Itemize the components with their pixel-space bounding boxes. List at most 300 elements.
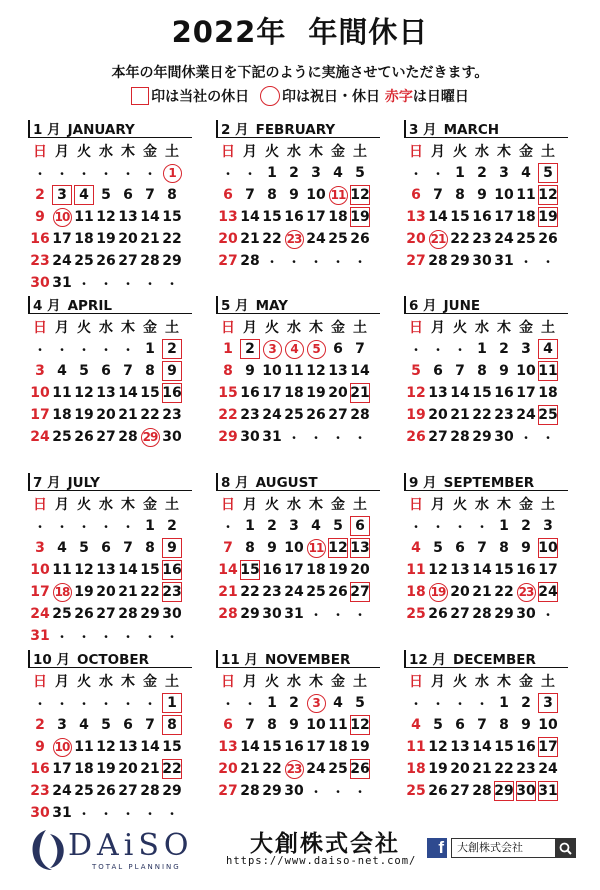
weekday-header: 木 [121, 144, 135, 160]
calendar-day: 27 [218, 783, 238, 799]
calendar-day: 11 [52, 562, 72, 578]
weekday-header: 月 [55, 320, 69, 336]
month-header [404, 294, 568, 314]
company-holiday-day: 2 [240, 339, 260, 359]
weekday-header: 火 [77, 497, 91, 513]
company-holiday-day: 19 [350, 209, 370, 225]
company-holiday-day: 12 [328, 540, 348, 556]
month-header [216, 118, 380, 138]
calendar-day: 22 [450, 231, 470, 247]
calendar-day: 4 [57, 540, 67, 556]
company-holiday-day: 9 [162, 538, 182, 558]
month-name: SEPTEMBER [443, 475, 535, 491]
month-title [409, 648, 536, 668]
calendar-day: 12 [428, 562, 448, 578]
calendar-day: 28 [240, 783, 260, 799]
calendar-day: 22 [262, 231, 282, 247]
calendar-day: 6 [223, 717, 233, 733]
calendar-day: 3 [543, 518, 553, 534]
calendar-day: 27 [450, 606, 470, 622]
calendar-day: 14 [472, 562, 492, 578]
calendar-day: 11 [284, 363, 304, 379]
empty-day: ・ [165, 276, 178, 291]
weekday-header: 月 [243, 497, 257, 513]
calendar-day: 21 [450, 407, 470, 423]
weekday-header: 土 [353, 320, 367, 336]
calendar-day: 21 [118, 407, 138, 423]
calendar-day: 6 [433, 363, 443, 379]
calendar-day: 15 [262, 209, 282, 225]
calendar-day: 9 [477, 187, 487, 203]
calendar-day: 19 [406, 407, 426, 423]
calendar-day: 28 [218, 606, 238, 622]
calendar-day: 28 [428, 253, 448, 269]
empty-day: ・ [409, 166, 422, 181]
calendar-day: 29 [262, 783, 282, 799]
calendar-day: 24 [306, 761, 326, 777]
month-days-grid [217, 316, 380, 448]
calendar-day: 23 [494, 407, 514, 423]
calendar-day: 13 [428, 385, 448, 401]
public-holiday-day: 21 [427, 228, 449, 250]
calendar-day: 24 [538, 761, 558, 777]
empty-day: ・ [143, 806, 156, 821]
calendar-day: 26 [538, 231, 558, 247]
calendar-day: 27 [428, 429, 448, 445]
public-holiday-day: 23 [283, 758, 305, 780]
empty-day: ・ [475, 519, 488, 534]
calendar-day: 19 [306, 385, 326, 401]
calendar-day: 8 [145, 363, 155, 379]
calendar-day: 4 [411, 540, 421, 556]
calendar-day: 28 [450, 429, 470, 445]
weekday-header: 水 [99, 144, 113, 160]
company-holiday-day: 31 [538, 783, 558, 799]
calendar-day: 2 [35, 717, 45, 733]
calendar-day: 14 [218, 562, 238, 578]
month-title [33, 294, 112, 314]
empty-day: ・ [453, 519, 466, 534]
public-holiday-day: 11 [327, 184, 349, 206]
weekday-header: 土 [353, 144, 367, 160]
weekday-header: 金 [519, 144, 533, 160]
calendar-day: 14 [118, 562, 138, 578]
weekday-header: 日 [409, 320, 423, 336]
calendar-day: 18 [406, 761, 426, 777]
month-name: MARCH [443, 122, 500, 138]
calendar-day: 24 [494, 231, 514, 247]
calendar-day: 8 [499, 717, 509, 733]
company-holiday-day: 25 [538, 407, 558, 423]
weekday-header: 木 [309, 497, 323, 513]
empty-day: ・ [121, 519, 134, 534]
month-title [221, 471, 318, 491]
weekday-header: 土 [353, 497, 367, 513]
calendar-day: 17 [52, 761, 72, 777]
calendar-day: 21 [118, 584, 138, 600]
calendar-day: 1 [145, 341, 155, 357]
month-name: MAY [255, 298, 288, 314]
calendar-day: 25 [328, 231, 348, 247]
calendar-day: 6 [101, 363, 111, 379]
calendar-day: 5 [101, 187, 111, 203]
calendar-day: 8 [145, 540, 155, 556]
calendar-day: 1 [267, 695, 277, 711]
calendar-day: 26 [96, 783, 116, 799]
calendar-day: 23 [240, 407, 260, 423]
month-number: 10 月 [33, 652, 70, 668]
calendar-day: 30 [516, 606, 536, 622]
calendar-day: 28 [240, 253, 260, 269]
calendar-day: 22 [240, 584, 260, 600]
calendar-day: 15 [140, 385, 160, 401]
weekday-header: 水 [287, 497, 301, 513]
calendar-day: 18 [284, 385, 304, 401]
month-name: NOVEMBER [265, 652, 351, 668]
calendar-day: 11 [52, 385, 72, 401]
calendar-day: 7 [455, 363, 465, 379]
calendar-day: 1 [145, 518, 155, 534]
month-header [404, 118, 568, 138]
calendar-day: 14 [428, 209, 448, 225]
calendar-day: 21 [240, 231, 260, 247]
calendar-day: 26 [74, 606, 94, 622]
company-holiday-day: 2 [162, 339, 182, 359]
calendar-day: 20 [218, 761, 238, 777]
empty-day: ・ [99, 276, 112, 291]
calendar-day: 9 [245, 363, 255, 379]
empty-day: ・ [541, 430, 554, 445]
calendar-day: 15 [494, 739, 514, 755]
empty-day: ・ [309, 607, 322, 622]
month-name: JUNE [443, 298, 481, 314]
magnifier-icon [559, 842, 572, 855]
calendar-day: 25 [52, 429, 72, 445]
calendar-day: 17 [494, 209, 514, 225]
calendar-day: 22 [218, 407, 238, 423]
calendar-day: 9 [521, 717, 531, 733]
calendar-day: 10 [516, 363, 536, 379]
month-august [216, 471, 380, 625]
empty-day: ・ [165, 629, 178, 644]
calendar-day: 23 [516, 761, 536, 777]
weekday-header: 月 [431, 497, 445, 513]
weekday-header: 金 [331, 674, 345, 690]
empty-day: ・ [453, 696, 466, 711]
calendar-day: 28 [118, 429, 138, 445]
calendar-day: 28 [140, 253, 160, 269]
weekday-header: 木 [309, 144, 323, 160]
weekday-header: 木 [497, 320, 511, 336]
calendar-day: 22 [262, 761, 282, 777]
empty-day: ・ [121, 166, 134, 181]
calendar-day: 4 [311, 518, 321, 534]
calendar-day: 13 [96, 385, 116, 401]
legend-circle-text: 印は祝日・休日 [282, 89, 380, 105]
calendar-day: 20 [350, 562, 370, 578]
calendar-day: 27 [406, 253, 426, 269]
company-holiday-day: 17 [538, 739, 558, 755]
company-holiday-day: 3 [52, 185, 72, 205]
calendar-day: 11 [406, 562, 426, 578]
weekday-header: 土 [541, 497, 555, 513]
calendar-day: 13 [328, 363, 348, 379]
calendar-day: 15 [162, 209, 182, 225]
empty-day: ・ [99, 342, 112, 357]
month-name: OCTOBER [77, 652, 149, 668]
empty-day: ・ [309, 254, 322, 269]
weekday-header: 月 [55, 674, 69, 690]
weekday-header: 日 [409, 497, 423, 513]
calendar-day: 9 [267, 540, 277, 556]
company-holiday-day: 4 [74, 185, 94, 205]
weekday-header: 月 [243, 674, 257, 690]
weekday-header: 木 [497, 497, 511, 513]
calendar-day: 14 [118, 385, 138, 401]
calendar-day: 30 [284, 783, 304, 799]
calendar-day: 20 [406, 231, 426, 247]
calendar-day: 27 [96, 606, 116, 622]
company-holiday-day: 29 [494, 783, 514, 799]
weekday-header: 月 [431, 144, 445, 160]
empty-day: ・ [121, 629, 134, 644]
calendar-day: 1 [499, 695, 509, 711]
calendar-day: 8 [267, 187, 277, 203]
calendar-day: 17 [262, 385, 282, 401]
weekday-header: 金 [143, 497, 157, 513]
empty-day: ・ [409, 342, 422, 357]
calendar-day: 28 [140, 783, 160, 799]
empty-day: ・ [265, 254, 278, 269]
weekday-header: 土 [165, 497, 179, 513]
search-icon[interactable] [555, 838, 576, 858]
empty-day: ・ [143, 629, 156, 644]
calendar-day: 19 [350, 739, 370, 755]
month-header [28, 118, 192, 138]
calendar-day: 7 [245, 187, 255, 203]
calendar-day: 7 [223, 540, 233, 556]
weekday-header: 火 [265, 320, 279, 336]
public-holiday-day: 11 [305, 537, 327, 559]
public-holiday-day: 29 [139, 426, 161, 448]
month-header [404, 471, 568, 491]
calendar-day: 18 [516, 209, 536, 225]
weekday-header: 月 [243, 320, 257, 336]
calendar-day: 27 [218, 253, 238, 269]
calendar-day: 18 [538, 385, 558, 401]
calendar-day: 22 [140, 584, 160, 600]
calendar-day: 8 [223, 363, 233, 379]
calendar-day: 21 [472, 584, 492, 600]
calendar-day: 3 [289, 518, 299, 534]
month-title [221, 294, 288, 314]
empty-day: ・ [165, 806, 178, 821]
calendar-day: 20 [96, 584, 116, 600]
calendar-day: 9 [289, 717, 299, 733]
logo-wordmark: DAiSO [68, 828, 194, 863]
empty-day: ・ [331, 607, 344, 622]
calendar-day: 28 [350, 407, 370, 423]
empty-day: ・ [121, 276, 134, 291]
empty-day: ・ [287, 254, 300, 269]
calendar-day: 18 [406, 584, 426, 600]
calendar-day: 26 [96, 253, 116, 269]
calendar-day: 29 [450, 253, 470, 269]
month-number: 11 月 [221, 652, 258, 668]
calendar-day: 20 [450, 584, 470, 600]
calendar-day: 17 [516, 385, 536, 401]
facebook-icon[interactable]: f [427, 838, 447, 858]
calendar-day: 3 [35, 540, 45, 556]
calendar-day: 19 [428, 761, 448, 777]
calendar-day: 18 [74, 231, 94, 247]
calendar-day: 27 [96, 429, 116, 445]
calendar-day: 6 [123, 187, 133, 203]
calendar-day: 12 [306, 363, 326, 379]
calendar-day: 16 [262, 562, 282, 578]
month-number: 3 月 [409, 122, 437, 138]
calendar-day: 10 [284, 540, 304, 556]
calendar-day: 10 [262, 363, 282, 379]
calendar-day: 10 [306, 187, 326, 203]
company-url[interactable]: https://www.daiso-net.com/ [226, 855, 417, 867]
weekday-header: 土 [165, 674, 179, 690]
calendar-day: 4 [411, 717, 421, 733]
month-header [28, 294, 192, 314]
calendar-day: 14 [472, 739, 492, 755]
calendar-day: 8 [267, 717, 277, 733]
calendar-day: 18 [52, 407, 72, 423]
calendar-day: 17 [306, 209, 326, 225]
empty-day: ・ [33, 166, 46, 181]
calendar-day: 19 [328, 562, 348, 578]
company-holiday-day: 16 [162, 562, 182, 578]
calendar-day: 16 [284, 739, 304, 755]
month-name: JULY [67, 475, 100, 491]
month-days-grid [29, 493, 192, 647]
company-holiday-day: 11 [538, 363, 558, 379]
calendar-day: 16 [30, 761, 50, 777]
empty-day: ・ [55, 696, 68, 711]
empty-day: ・ [99, 806, 112, 821]
weekday-header: 水 [475, 674, 489, 690]
public-holiday-day: 23 [515, 581, 537, 603]
weekday-header: 水 [99, 674, 113, 690]
calendar-day: 18 [306, 562, 326, 578]
month-header [216, 294, 380, 314]
calendar-day: 5 [433, 717, 443, 733]
calendar-day: 14 [450, 385, 470, 401]
calendar-day: 21 [240, 761, 260, 777]
empty-day: ・ [309, 430, 322, 445]
empty-day: ・ [99, 519, 112, 534]
weekday-header: 水 [287, 674, 301, 690]
empty-day: ・ [431, 342, 444, 357]
title-text: 年間休日 [308, 15, 429, 49]
empty-day: ・ [77, 519, 90, 534]
calendar-day: 30 [30, 275, 50, 291]
calendar-day: 12 [96, 209, 116, 225]
public-holiday-day: 3 [261, 338, 283, 360]
month-name: FEBRUARY [255, 122, 336, 138]
calendar-day: 5 [79, 363, 89, 379]
weekday-header: 木 [121, 674, 135, 690]
calendar-day: 8 [167, 187, 177, 203]
calendar-day: 24 [262, 407, 282, 423]
calendar-day: 3 [311, 165, 321, 181]
weekday-header: 日 [221, 320, 235, 336]
calendar-day: 7 [145, 717, 155, 733]
calendar-day: 15 [262, 739, 282, 755]
facebook-search-box[interactable]: 大創株式会社 [451, 838, 576, 858]
calendar-day: 31 [262, 429, 282, 445]
calendar-day: 29 [162, 783, 182, 799]
calendar-day: 19 [96, 761, 116, 777]
calendar-day: 17 [30, 584, 50, 600]
empty-day: ・ [353, 254, 366, 269]
calendar-day: 12 [74, 562, 94, 578]
month-number: 1 月 [33, 122, 61, 138]
empty-day: ・ [99, 629, 112, 644]
company-holiday-day: 23 [162, 584, 182, 600]
calendar-day: 12 [406, 385, 426, 401]
month-july [28, 471, 192, 647]
calendar-day: 3 [521, 341, 531, 357]
empty-day: ・ [55, 629, 68, 644]
calendar-day: 2 [521, 695, 531, 711]
empty-day: ・ [287, 430, 300, 445]
page-title [0, 10, 600, 51]
empty-day: ・ [143, 166, 156, 181]
empty-day: ・ [77, 342, 90, 357]
calendar-day: 16 [240, 385, 260, 401]
public-holiday-day: 23 [283, 228, 305, 250]
weekday-header: 水 [287, 320, 301, 336]
month-march [404, 118, 568, 272]
empty-day: ・ [77, 276, 90, 291]
weekday-header: 火 [453, 320, 467, 336]
calendar-day: 7 [123, 540, 133, 556]
calendar-day: 17 [52, 231, 72, 247]
calendar-day: 12 [96, 739, 116, 755]
company-holiday-day: 16 [162, 385, 182, 401]
weekday-header: 日 [33, 320, 47, 336]
calendar-day: 25 [328, 761, 348, 777]
calendar-day: 10 [30, 562, 50, 578]
month-february [216, 118, 380, 272]
calendar-day: 2 [167, 518, 177, 534]
calendar-day: 13 [118, 739, 138, 755]
calendar-day: 13 [450, 739, 470, 755]
empty-day: ・ [55, 342, 68, 357]
legend-red-text: 赤字 [384, 89, 413, 105]
calendar-day: 2 [267, 518, 277, 534]
month-title [409, 118, 499, 138]
calendar-day: 6 [123, 717, 133, 733]
company-holiday-day: 15 [240, 562, 260, 578]
calendar-day: 27 [450, 783, 470, 799]
public-holiday-day: 3 [305, 692, 327, 714]
logo-subtitle: TOTAL PLANNING [92, 863, 181, 871]
calendar-day: 26 [428, 606, 448, 622]
calendar-day: 20 [118, 761, 138, 777]
calendar-day: 7 [477, 717, 487, 733]
weekday-header: 金 [143, 674, 157, 690]
calendar-day: 5 [433, 540, 443, 556]
calendar-day: 24 [30, 606, 50, 622]
empty-day: ・ [77, 166, 90, 181]
calendar-day: 22 [140, 407, 160, 423]
